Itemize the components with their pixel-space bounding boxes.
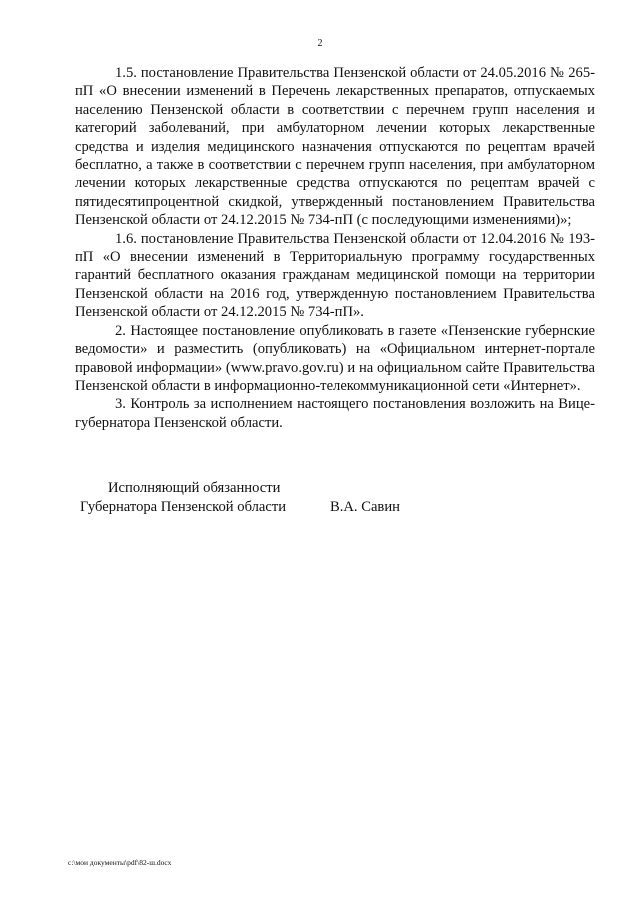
- paragraph-1-6: 1.6. постановление Правительства Пензенской области от 12.04.2016 № 193-пП «О внесении изменений в Территориальную программу государственных гарантий бесплатного оказания гражданам медицинской помощи на территории Пензенской области на 2016 год, утвержденную постановлением Правительства Пензенской области от 24.12.2015 № 734-пП».: [75, 230, 595, 321]
- paragraph-3: 3. Контроль за исполнением настоящего постановления возложить на Вице-губернатора Пензенской области.: [75, 396, 595, 431]
- signatory-name: В.А. Савин: [330, 499, 400, 515]
- signature-block: [80, 479, 480, 517]
- page-number: 2: [317, 38, 323, 49]
- paragraph-2: 2. Настоящее постановление опубликовать в газете «Пензенские губернские ведомости» и разместить (опубликовать) на «Официальном интернет-портале правовой информации» (www.pravo.gov.ru) и на официальном сайте Правительства Пензенской области в информационно-телекоммуникационной сети «Интернет».: [75, 322, 595, 394]
- document-body: [75, 64, 595, 432]
- signatory-title-line1: Исполняющий обязанности: [108, 480, 281, 496]
- paragraph-1-5: 1.5. постановление Правительства Пензенской области от 24.05.2016 № 265-пП «О внесении изменений в Перечень лекарственных препаратов, отпускаемых населению Пензенской области в соответствии с перечнем групп населения и категорий заболеваний, при амбулаторном лечении которых лекарственные средства и изделия медицинского назначения отпускаются по рецептам врачей бесплатно, а также в соответствии с перечнем групп населения, при амбулаторном лечении которых лекарственные средства отпускаются по рецептам врачей с пятидесятипроцентной скидкой, утвержденный постановлением Правительства Пензенской области от 24.12.2015 № 734-пП (с последующими изменениями)»;: [75, 65, 595, 229]
- signatory-title-line2: Губернатора Пензенской области: [80, 499, 287, 515]
- footer-file-path: c:\мои документы\pdf\82-ш.docx: [68, 858, 172, 867]
